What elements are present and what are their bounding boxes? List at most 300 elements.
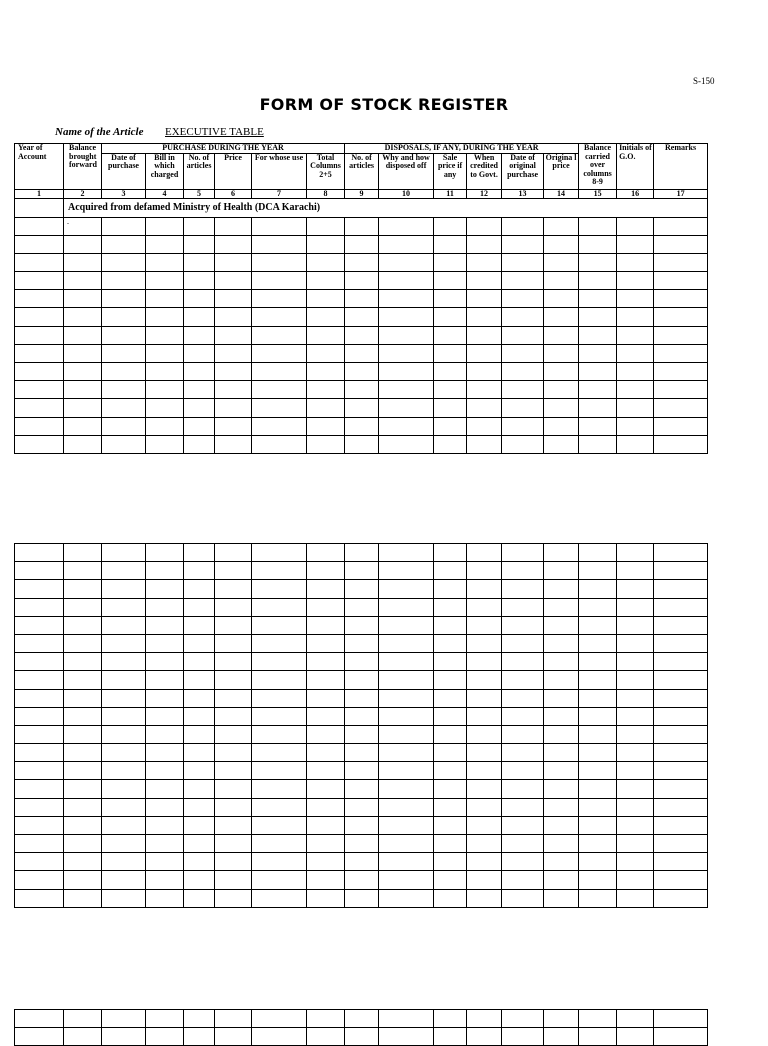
table-cell[interactable] — [184, 399, 215, 417]
table-cell[interactable] — [379, 835, 434, 853]
table-cell[interactable] — [379, 798, 434, 816]
table-cell[interactable] — [252, 217, 307, 235]
table-cell[interactable] — [345, 616, 379, 634]
table-cell[interactable] — [579, 780, 617, 798]
table-cell[interactable] — [184, 272, 215, 290]
table-cell[interactable] — [467, 435, 502, 453]
table-cell[interactable] — [215, 580, 252, 598]
table-cell[interactable] — [579, 653, 617, 671]
table-cell[interactable] — [184, 871, 215, 889]
table-cell[interactable] — [544, 707, 579, 725]
table-cell[interactable] — [345, 725, 379, 743]
table-cell[interactable] — [64, 634, 102, 652]
table-cell[interactable] — [146, 326, 184, 344]
table-cell[interactable] — [64, 671, 102, 689]
table-cell[interactable] — [654, 562, 708, 580]
table-cell[interactable] — [345, 634, 379, 652]
table-cell[interactable] — [544, 326, 579, 344]
table-cell[interactable] — [146, 381, 184, 399]
table-cell[interactable] — [64, 744, 102, 762]
table-cell[interactable] — [64, 871, 102, 889]
table-cell[interactable] — [434, 853, 467, 871]
table-cell[interactable] — [252, 326, 307, 344]
table-cell[interactable] — [102, 562, 146, 580]
table-cell[interactable] — [102, 217, 146, 235]
table-cell[interactable] — [102, 1028, 146, 1046]
table-cell[interactable] — [215, 762, 252, 780]
table-cell[interactable] — [252, 689, 307, 707]
table-cell[interactable] — [434, 744, 467, 762]
table-cell[interactable] — [184, 744, 215, 762]
table-cell[interactable] — [307, 634, 345, 652]
table-cell[interactable] — [434, 399, 467, 417]
table-cell[interactable] — [654, 253, 708, 271]
table-cell[interactable] — [15, 762, 64, 780]
table-cell[interactable] — [146, 725, 184, 743]
table-cell[interactable] — [617, 290, 654, 308]
table-cell[interactable] — [654, 762, 708, 780]
table-cell[interactable] — [467, 272, 502, 290]
table-cell[interactable] — [102, 435, 146, 453]
table-cell[interactable] — [379, 725, 434, 743]
table-cell[interactable] — [215, 634, 252, 652]
table-cell[interactable] — [345, 1028, 379, 1046]
table-cell[interactable] — [64, 816, 102, 834]
table-cell[interactable] — [434, 871, 467, 889]
table-cell[interactable] — [617, 235, 654, 253]
table-cell[interactable] — [184, 798, 215, 816]
table-cell[interactable] — [544, 344, 579, 362]
table-cell[interactable] — [307, 798, 345, 816]
table-cell[interactable] — [64, 290, 102, 308]
table-cell[interactable] — [15, 435, 64, 453]
table-cell[interactable] — [215, 816, 252, 834]
table-cell[interactable] — [579, 580, 617, 598]
table-cell[interactable] — [307, 853, 345, 871]
table-cell[interactable] — [184, 435, 215, 453]
table-cell[interactable] — [654, 1010, 708, 1028]
table-cell[interactable] — [345, 363, 379, 381]
table-cell[interactable] — [379, 762, 434, 780]
table-cell[interactable] — [434, 835, 467, 853]
table-cell[interactable] — [379, 562, 434, 580]
table-cell[interactable] — [617, 253, 654, 271]
table-cell[interactable] — [654, 326, 708, 344]
table-cell[interactable] — [379, 253, 434, 271]
table-cell[interactable] — [579, 616, 617, 634]
table-cell[interactable] — [307, 290, 345, 308]
table-cell[interactable] — [579, 253, 617, 271]
table-cell[interactable] — [307, 544, 345, 562]
table-cell[interactable] — [434, 326, 467, 344]
table-cell[interactable] — [617, 1028, 654, 1046]
table-cell[interactable] — [252, 399, 307, 417]
table-cell[interactable] — [102, 798, 146, 816]
table-cell[interactable] — [502, 272, 544, 290]
table-cell[interactable] — [502, 363, 544, 381]
table-cell[interactable] — [215, 399, 252, 417]
table-cell[interactable] — [502, 853, 544, 871]
table-cell[interactable] — [15, 744, 64, 762]
table-cell[interactable] — [617, 435, 654, 453]
table-cell[interactable] — [345, 1010, 379, 1028]
table-cell[interactable] — [579, 544, 617, 562]
table-cell[interactable] — [15, 598, 64, 616]
table-cell[interactable] — [434, 689, 467, 707]
table-cell[interactable] — [215, 308, 252, 326]
table-cell[interactable] — [434, 290, 467, 308]
table-cell[interactable] — [379, 435, 434, 453]
table-cell[interactable] — [215, 272, 252, 290]
table-cell[interactable] — [544, 580, 579, 598]
table-cell[interactable] — [64, 616, 102, 634]
table-cell[interactable] — [64, 580, 102, 598]
table-cell[interactable] — [64, 308, 102, 326]
table-cell[interactable] — [102, 272, 146, 290]
table-cell[interactable] — [579, 1028, 617, 1046]
table-cell[interactable] — [252, 871, 307, 889]
table-cell[interactable] — [345, 417, 379, 435]
table-cell[interactable] — [215, 544, 252, 562]
table-cell[interactable] — [502, 435, 544, 453]
table-cell[interactable] — [434, 417, 467, 435]
table-cell[interactable] — [146, 871, 184, 889]
table-cell[interactable] — [467, 381, 502, 399]
table-cell[interactable] — [617, 707, 654, 725]
table-cell[interactable] — [379, 381, 434, 399]
table-cell[interactable] — [307, 417, 345, 435]
table-cell[interactable] — [345, 689, 379, 707]
table-cell[interactable] — [502, 1010, 544, 1028]
table-cell[interactable] — [467, 780, 502, 798]
table-cell[interactable] — [252, 290, 307, 308]
table-cell[interactable] — [467, 744, 502, 762]
table-cell[interactable] — [307, 707, 345, 725]
table-cell[interactable] — [252, 344, 307, 362]
table-cell[interactable] — [252, 707, 307, 725]
table-cell[interactable] — [64, 853, 102, 871]
table-cell[interactable] — [544, 399, 579, 417]
table-cell[interactable] — [544, 562, 579, 580]
table-cell[interactable] — [146, 671, 184, 689]
table-cell[interactable] — [15, 616, 64, 634]
table-cell[interactable] — [102, 853, 146, 871]
table-cell[interactable] — [215, 381, 252, 399]
table-cell[interactable] — [345, 381, 379, 399]
table-cell[interactable] — [184, 217, 215, 235]
table-cell[interactable] — [15, 1010, 64, 1028]
table-cell[interactable] — [654, 744, 708, 762]
table-cell[interactable] — [184, 598, 215, 616]
table-cell[interactable] — [544, 544, 579, 562]
table-cell[interactable] — [502, 835, 544, 853]
table-cell[interactable] — [467, 725, 502, 743]
table-cell[interactable] — [184, 562, 215, 580]
table-cell[interactable] — [502, 217, 544, 235]
table-cell[interactable] — [184, 344, 215, 362]
table-cell[interactable] — [102, 363, 146, 381]
table-cell[interactable] — [64, 399, 102, 417]
table-cell[interactable] — [434, 253, 467, 271]
table-cell[interactable] — [434, 634, 467, 652]
table-cell[interactable] — [379, 326, 434, 344]
table-cell[interactable] — [215, 435, 252, 453]
table-cell[interactable] — [64, 598, 102, 616]
table-cell[interactable] — [307, 835, 345, 853]
table-cell[interactable] — [502, 253, 544, 271]
table-cell[interactable] — [102, 744, 146, 762]
table-cell[interactable] — [146, 1028, 184, 1046]
table-cell[interactable] — [307, 363, 345, 381]
table-cell[interactable] — [467, 762, 502, 780]
table-cell[interactable] — [544, 798, 579, 816]
table-cell[interactable] — [345, 780, 379, 798]
table-cell[interactable] — [502, 399, 544, 417]
table-cell[interactable] — [184, 853, 215, 871]
table-cell[interactable] — [544, 417, 579, 435]
table-cell[interactable] — [146, 634, 184, 652]
table-cell[interactable] — [252, 363, 307, 381]
table-cell[interactable] — [146, 253, 184, 271]
table-cell[interactable] — [379, 653, 434, 671]
table-cell[interactable] — [307, 889, 345, 907]
table-cell[interactable] — [146, 616, 184, 634]
table-cell[interactable] — [102, 417, 146, 435]
table-cell[interactable] — [617, 671, 654, 689]
table-cell[interactable] — [345, 762, 379, 780]
table-cell[interactable] — [307, 562, 345, 580]
table-cell[interactable] — [215, 725, 252, 743]
table-cell[interactable] — [64, 544, 102, 562]
table-cell[interactable] — [467, 1010, 502, 1028]
table-cell[interactable] — [579, 308, 617, 326]
table-cell[interactable] — [252, 562, 307, 580]
table-cell[interactable] — [654, 689, 708, 707]
table-cell[interactable] — [215, 344, 252, 362]
table-cell[interactable] — [307, 616, 345, 634]
table-cell[interactable] — [544, 1010, 579, 1028]
table-cell[interactable] — [102, 344, 146, 362]
table-cell[interactable] — [502, 381, 544, 399]
table-cell[interactable] — [502, 653, 544, 671]
table-cell[interactable] — [434, 780, 467, 798]
table-cell[interactable] — [146, 744, 184, 762]
table-cell[interactable] — [579, 634, 617, 652]
table-cell[interactable] — [215, 417, 252, 435]
table-cell[interactable] — [617, 762, 654, 780]
table-cell[interactable] — [654, 544, 708, 562]
table-cell[interactable] — [345, 816, 379, 834]
table-cell[interactable] — [617, 326, 654, 344]
table-cell[interactable] — [15, 363, 64, 381]
table-cell[interactable] — [252, 1028, 307, 1046]
table-cell[interactable] — [379, 217, 434, 235]
table-cell[interactable] — [434, 725, 467, 743]
table-cell[interactable] — [15, 290, 64, 308]
table-cell[interactable] — [379, 544, 434, 562]
table-cell[interactable] — [102, 689, 146, 707]
table-cell[interactable] — [307, 725, 345, 743]
table-cell[interactable] — [146, 272, 184, 290]
table-cell[interactable] — [579, 798, 617, 816]
table-cell[interactable] — [15, 634, 64, 652]
table-cell[interactable] — [467, 889, 502, 907]
table-cell[interactable] — [15, 344, 64, 362]
table-cell[interactable] — [15, 689, 64, 707]
table-cell[interactable] — [215, 853, 252, 871]
table-cell[interactable] — [184, 580, 215, 598]
table-cell[interactable] — [215, 671, 252, 689]
table-cell[interactable] — [467, 399, 502, 417]
table-cell[interactable] — [502, 290, 544, 308]
table-cell[interactable] — [184, 381, 215, 399]
table-cell[interactable] — [307, 580, 345, 598]
table-cell[interactable] — [146, 580, 184, 598]
table-cell[interactable] — [654, 889, 708, 907]
table-cell[interactable] — [579, 725, 617, 743]
table-cell[interactable] — [307, 1028, 345, 1046]
table-cell[interactable] — [579, 1010, 617, 1028]
table-cell[interactable] — [252, 634, 307, 652]
table-cell[interactable] — [102, 544, 146, 562]
table-cell[interactable] — [64, 344, 102, 362]
table-cell[interactable] — [544, 671, 579, 689]
table-cell[interactable] — [654, 835, 708, 853]
table-cell[interactable] — [544, 435, 579, 453]
table-cell[interactable] — [617, 816, 654, 834]
table-cell[interactable] — [502, 1028, 544, 1046]
table-cell[interactable] — [146, 399, 184, 417]
table-cell[interactable] — [617, 598, 654, 616]
table-cell[interactable] — [345, 435, 379, 453]
table-cell[interactable] — [345, 344, 379, 362]
table-cell[interactable] — [102, 707, 146, 725]
table-cell[interactable] — [102, 253, 146, 271]
table-cell[interactable] — [215, 798, 252, 816]
table-cell[interactable] — [146, 308, 184, 326]
table-cell[interactable] — [146, 417, 184, 435]
table-cell[interactable] — [184, 762, 215, 780]
table-cell[interactable] — [434, 344, 467, 362]
table-cell[interactable] — [64, 326, 102, 344]
table-cell[interactable] — [579, 816, 617, 834]
table-cell[interactable] — [502, 889, 544, 907]
table-cell[interactable] — [544, 1028, 579, 1046]
table-cell[interactable] — [434, 671, 467, 689]
table-cell[interactable] — [617, 871, 654, 889]
table-cell[interactable] — [502, 580, 544, 598]
table-cell[interactable] — [579, 381, 617, 399]
table-cell[interactable] — [579, 762, 617, 780]
table-cell[interactable] — [184, 235, 215, 253]
table-cell[interactable] — [184, 1028, 215, 1046]
table-cell[interactable] — [544, 217, 579, 235]
table-cell[interactable] — [434, 1028, 467, 1046]
table-cell[interactable] — [579, 417, 617, 435]
table-cell[interactable] — [502, 689, 544, 707]
table-cell[interactable] — [15, 725, 64, 743]
table-cell[interactable] — [379, 344, 434, 362]
table-cell[interactable] — [434, 653, 467, 671]
table-cell[interactable] — [64, 381, 102, 399]
table-cell[interactable] — [252, 417, 307, 435]
table-cell[interactable] — [502, 308, 544, 326]
table-cell[interactable] — [434, 435, 467, 453]
table-cell[interactable] — [252, 272, 307, 290]
table-cell[interactable] — [146, 1010, 184, 1028]
table-cell[interactable] — [617, 417, 654, 435]
table-cell[interactable] — [544, 308, 579, 326]
table-cell[interactable] — [379, 1028, 434, 1046]
table-cell[interactable] — [617, 889, 654, 907]
table-cell[interactable] — [502, 417, 544, 435]
table-cell[interactable] — [64, 762, 102, 780]
table-cell[interactable] — [544, 762, 579, 780]
table-cell[interactable] — [345, 798, 379, 816]
table-cell[interactable] — [15, 235, 64, 253]
table-cell[interactable] — [307, 1010, 345, 1028]
table-cell[interactable] — [215, 653, 252, 671]
table-cell[interactable] — [215, 363, 252, 381]
table-cell[interactable] — [15, 798, 64, 816]
table-cell[interactable] — [654, 634, 708, 652]
table-cell[interactable] — [467, 634, 502, 652]
table-cell[interactable] — [579, 399, 617, 417]
table-cell[interactable] — [467, 217, 502, 235]
table-cell[interactable] — [467, 326, 502, 344]
table-cell[interactable] — [654, 671, 708, 689]
table-cell[interactable] — [579, 235, 617, 253]
table-cell[interactable] — [379, 1010, 434, 1028]
table-cell[interactable] — [307, 344, 345, 362]
table-cell[interactable] — [434, 381, 467, 399]
table-cell[interactable] — [467, 653, 502, 671]
table-cell[interactable] — [102, 326, 146, 344]
table-cell[interactable] — [184, 689, 215, 707]
table-cell[interactable] — [467, 290, 502, 308]
table-cell[interactable] — [502, 780, 544, 798]
table-cell[interactable] — [102, 780, 146, 798]
table-cell[interactable] — [307, 235, 345, 253]
table-cell[interactable] — [102, 762, 146, 780]
table-cell[interactable] — [146, 217, 184, 235]
table-cell[interactable] — [544, 272, 579, 290]
table-cell[interactable] — [345, 889, 379, 907]
table-cell[interactable] — [502, 744, 544, 762]
table-cell[interactable] — [345, 580, 379, 598]
table-cell[interactable] — [102, 653, 146, 671]
table-cell[interactable] — [544, 725, 579, 743]
table-cell[interactable] — [184, 326, 215, 344]
table-cell[interactable] — [252, 1010, 307, 1028]
table-cell[interactable] — [307, 816, 345, 834]
table-cell[interactable] — [345, 744, 379, 762]
table-cell[interactable] — [307, 780, 345, 798]
table-cell[interactable] — [434, 762, 467, 780]
table-cell[interactable] — [102, 290, 146, 308]
table-cell[interactable] — [502, 598, 544, 616]
table-cell[interactable] — [579, 707, 617, 725]
table-cell[interactable] — [146, 853, 184, 871]
table-cell[interactable] — [307, 326, 345, 344]
table-cell[interactable] — [345, 326, 379, 344]
table-cell[interactable] — [617, 780, 654, 798]
table-cell[interactable] — [434, 217, 467, 235]
table-cell[interactable] — [102, 308, 146, 326]
table-cell[interactable] — [379, 363, 434, 381]
table-cell[interactable] — [379, 616, 434, 634]
table-cell[interactable] — [654, 217, 708, 235]
